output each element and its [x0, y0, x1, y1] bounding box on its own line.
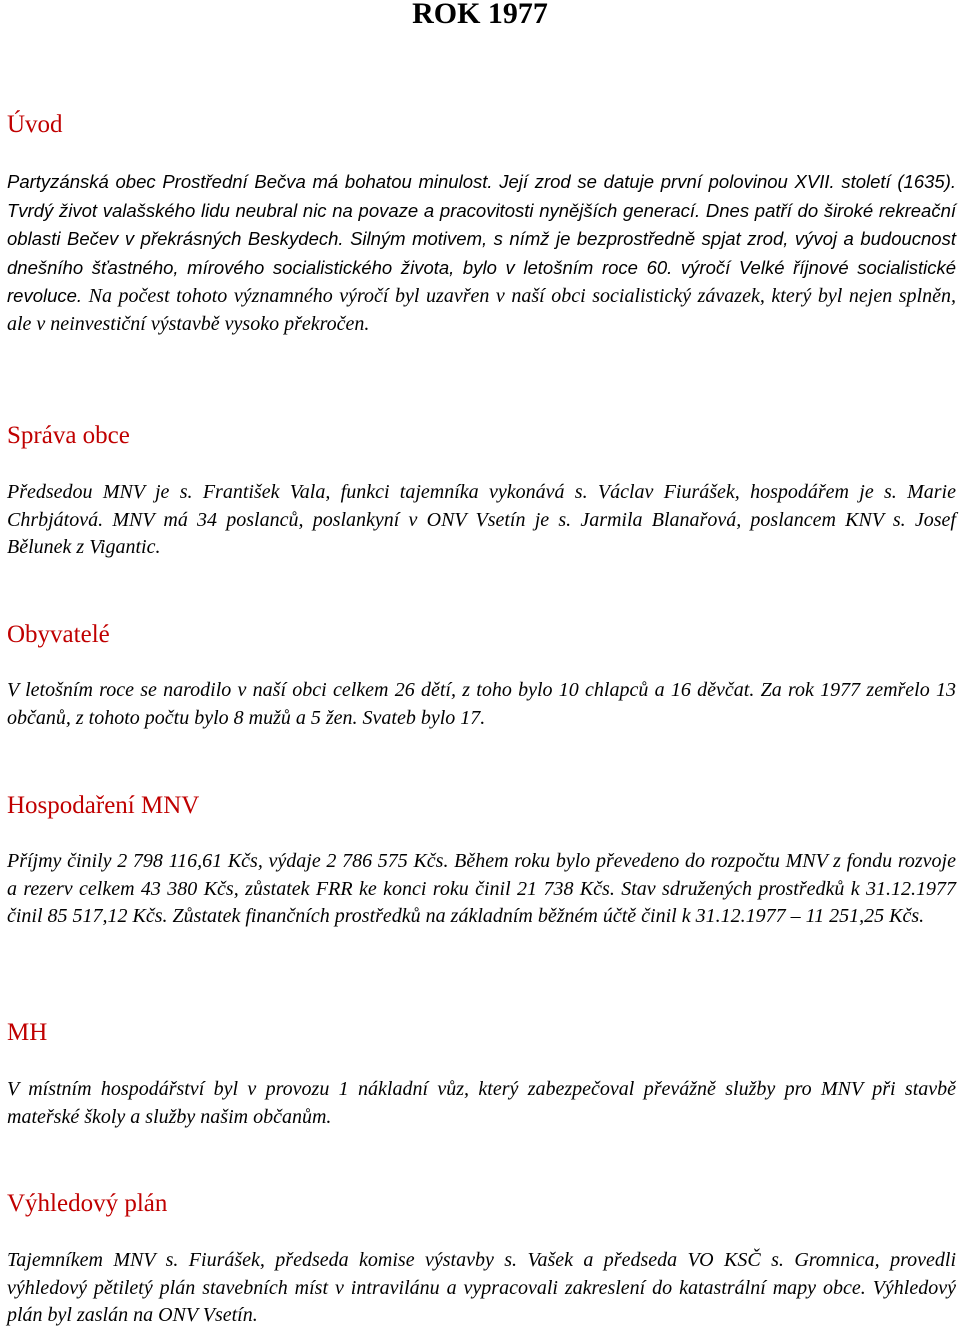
section-heading-mh: MH — [7, 1019, 48, 1046]
section-heading-vyhledovy-plan: Výhledový plán — [7, 1190, 168, 1217]
section-paragraph-sprava-obce: Předsedou MNV je s. František Vala, funkci tajemníka vykonává s. Václav Fiurášek, hospodářem je s. Marie Chrbjátová. MNV má 34 poslanců, poslankyní v ONV Vsetín je s. Jarmila Blanařová, poslancem KNV s. Josef Bělunek z Vigantic. — [7, 481, 956, 558]
uvod-paragraph-part-b: Na počest tohoto významného výročí byl uzavřen v naší obci socialistický závazek, který byl nejen splněn, ale v neinvestiční výstavbě vysoko překročen. — [7, 285, 956, 335]
document-title: ROK 1977 — [412, 0, 548, 30]
section-heading-sprava-obce: Správa obce — [7, 422, 130, 449]
section-paragraph-hospodareni-mnv: Příjmy činily 2 798 116,61 Kčs, výdaje 2 786 575 Kčs. Během roku bylo převedeno do rozpočtu MNV z fondu rozvoje a rezerv celkem 43 380 Kčs, zůstatek FRR ke konci roku činil 21 738 Kčs. Stav sdružených prostředků k 31.12.1977 činil 85 517,12 Kčs. Zůstatek finančních prostředků na základním běžném účtě činil k 31.12.1977 – 11 251,25 Kčs. — [7, 850, 956, 927]
section-paragraph-mh: V místním hospodářství byl v provozu 1 nákladní vůz, který zabezpečoval převážně služby pro MNV při stavbě mateřské školy a služby našim občanům. — [7, 1078, 956, 1128]
section-heading-uvod: Úvod — [7, 111, 63, 138]
section-paragraph-obyvatele: V letošním roce se narodilo v naší obci celkem 26 dětí, z toho bylo 10 chlapců a 16 děvčat. Za rok 1977 zemřelo 13 občanů, z tohoto počtu bylo 8 mužů a 5 žen. Svateb bylo 17. — [7, 679, 956, 729]
uvod-paragraph-part-a: Partyzánská obec Prostřední Bečva má bohatou minulost. Její zrod se datuje první polovinou XVII. století (1635). Tvrdý život valašského lidu neubral nic na povaze a pracovitosti nynějších generací. Dnes patří do široké rekreační oblasti Bečev v překrásných Beskydech. Silným motivem, s nímž je bezprostředně spjat zrod, vývoj a budoucnost dnešního šťastného, mírového socialistického života, bylo v letošním roce 60. výročí Velké říjnové socialistické revoluce. — [7, 171, 956, 306]
section-paragraph-vyhledovy-plan: Tajemníkem MNV s. Fiurášek, předseda komise výstavby s. Vašek a předseda VO KSČ s. Gromnica, provedli výhledový pětiletý plán stavebních míst v intravilánu a vypracovali zakreslení do katastrální mapy obce. Výhledový plán byl zaslán na ONV Vsetín. — [7, 1249, 956, 1326]
section-heading-obyvatele: Obyvatelé — [7, 621, 110, 648]
section-paragraph-uvod — [7, 168, 956, 338]
section-heading-hospodareni-mnv: Hospodaření MNV — [7, 792, 200, 819]
